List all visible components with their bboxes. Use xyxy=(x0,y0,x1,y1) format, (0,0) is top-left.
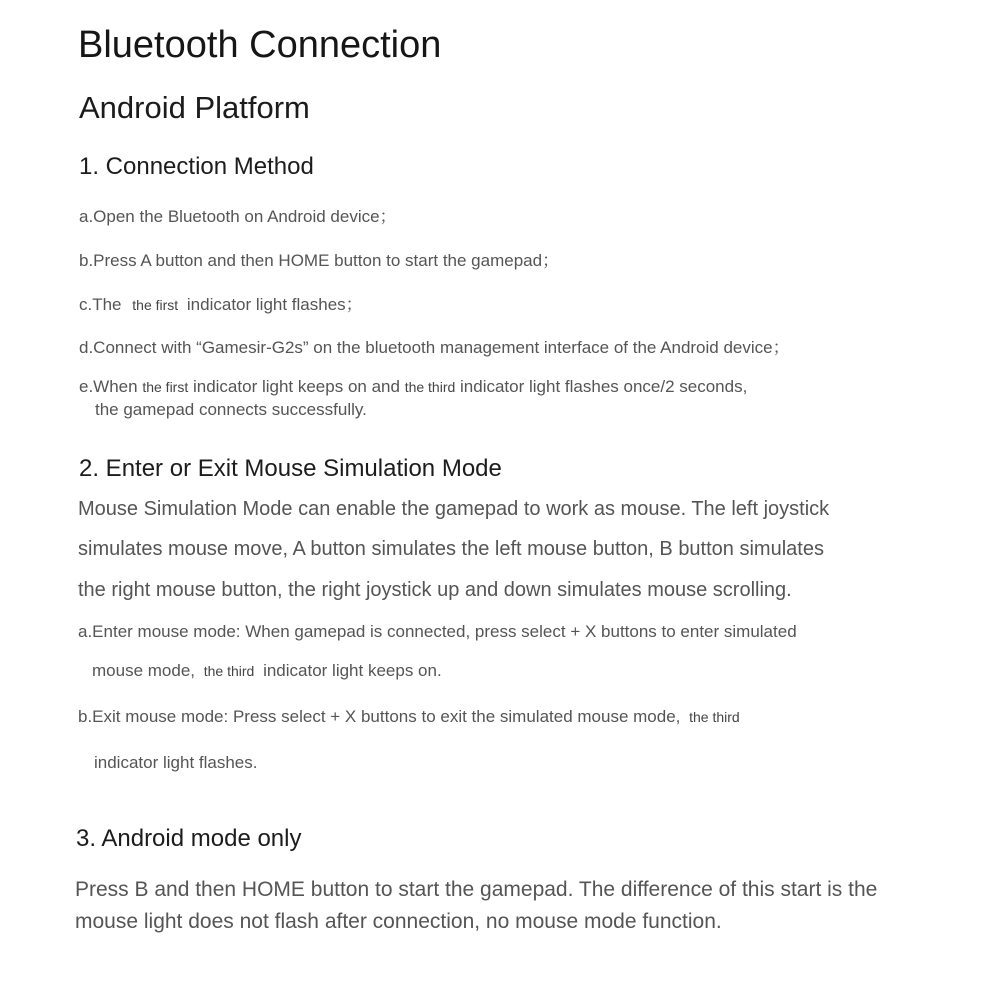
step-1e-emphasis-third: the third xyxy=(404,379,456,395)
step-2a-emphasis: the third xyxy=(203,663,255,679)
step-1c xyxy=(79,290,363,315)
step-1a: a.Open the Bluetooth on Android device； xyxy=(79,207,397,226)
step-2a-part3: indicator light keeps on. xyxy=(263,661,442,680)
step-1d: d.Connect with “Gamesir-G2s” on the bluetooth management interface of the Android device； xyxy=(79,338,790,357)
section2-paragraph-line2: simulates mouse move, A button simulates the left mouse button, B button simulates xyxy=(78,538,824,560)
step-1c-emphasis: the first xyxy=(132,297,179,313)
section3-heading: 3. Android mode only xyxy=(76,825,302,852)
step-2a-line1: a.Enter mouse mode: When gamepad is connected, press select + X buttons to enter simulated xyxy=(78,622,797,641)
step-1e-part1: e.When xyxy=(79,377,138,396)
step-1e xyxy=(79,377,747,397)
section2-heading: 2. Enter or Exit Mouse Simulation Mode xyxy=(79,455,502,482)
section2-paragraph-line3: the right mouse button, the right joystick up and down simulates mouse scrolling. xyxy=(78,579,792,601)
step-1e-part5: indicator light flashes once/2 seconds, xyxy=(460,377,748,396)
step-2b-part1: b.Exit mouse mode: Press select + X buttons to exit the simulated mouse mode, xyxy=(78,707,681,726)
platform-heading: Android Platform xyxy=(79,90,310,125)
step-1c-part1: c.The xyxy=(79,295,122,314)
step-2b-emphasis: the third xyxy=(689,709,740,725)
step-1e-emphasis-first: the first xyxy=(142,379,189,395)
section2-paragraph-line1: Mouse Simulation Mode can enable the gamepad to work as mouse. The left joystick xyxy=(78,498,830,520)
step-2b-line1 xyxy=(78,707,740,727)
section1-heading: 1. Connection Method xyxy=(79,153,314,180)
step-1e-line2: the gamepad connects successfully. xyxy=(95,400,367,419)
step-2b-line2: indicator light flashes. xyxy=(94,753,258,772)
step-1c-part3: indicator light flashes； xyxy=(186,295,363,314)
step-1e-part3: indicator light keeps on and xyxy=(192,377,400,396)
step-2a-line2 xyxy=(92,661,442,681)
section3-line2: mouse light does not flash after connection, no mouse mode function. xyxy=(75,910,722,933)
page-title: Bluetooth Connection xyxy=(78,24,442,66)
section3-line1: Press B and then HOME button to start the gamepad. The difference of this start is the xyxy=(75,878,878,901)
step-1b: b.Press A button and then HOME button to start the gamepad； xyxy=(79,251,560,270)
step-2a-part1: mouse mode, xyxy=(92,661,195,680)
